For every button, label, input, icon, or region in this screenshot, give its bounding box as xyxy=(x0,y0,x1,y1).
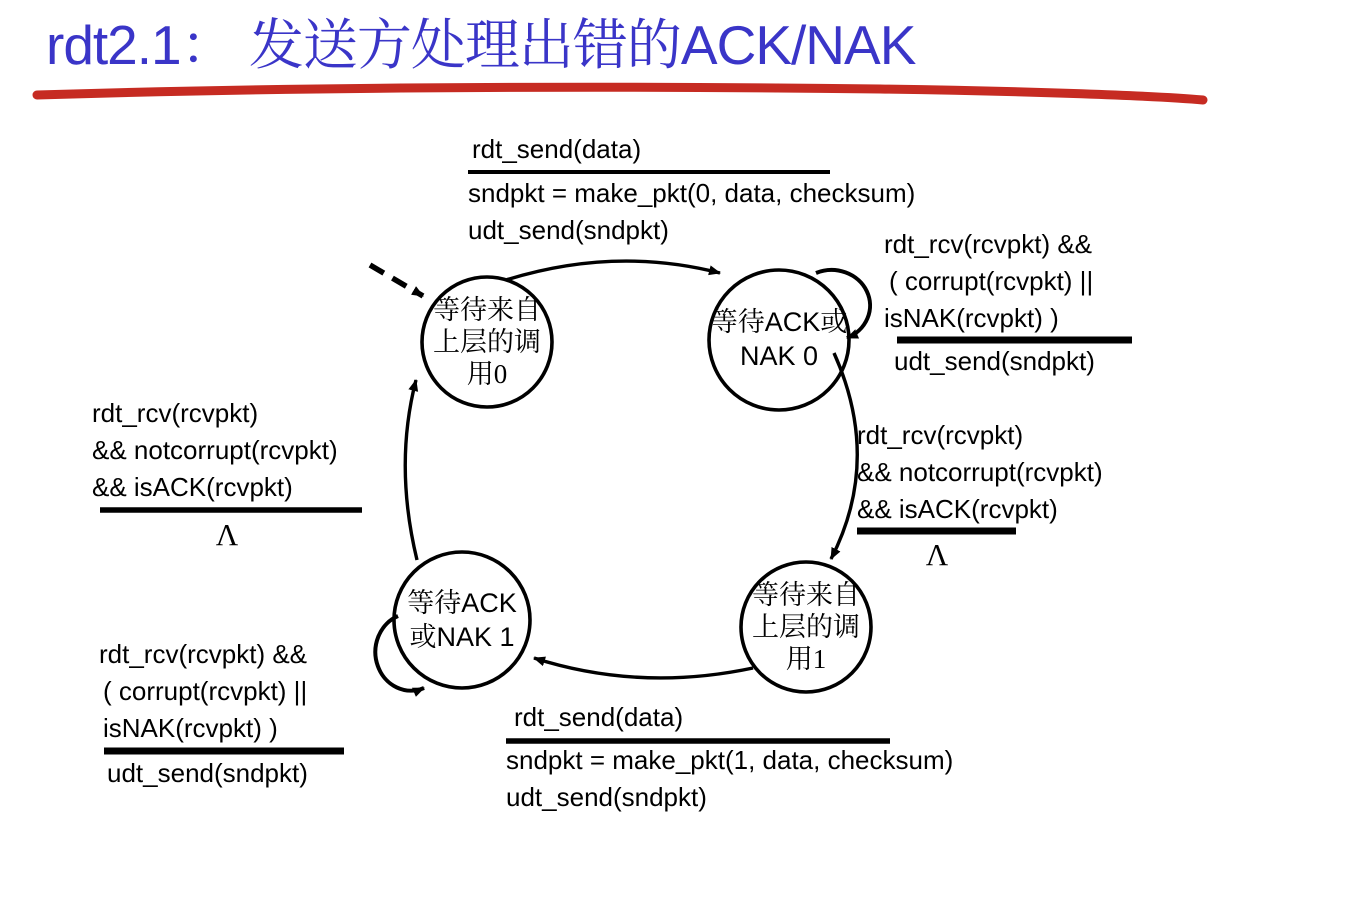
transition-condition: && isACK(rcvpkt) xyxy=(857,494,1058,524)
transition-condition: && notcorrupt(rcvpkt) xyxy=(857,457,1103,487)
state-text-line: 上层的调 xyxy=(433,327,541,357)
transition-actions xyxy=(468,175,915,249)
transition-action-lambda: Λ xyxy=(925,537,949,572)
page-title: rdt2.1： 发送方处理出错的ACK/NAK xyxy=(46,14,916,76)
state-text-line: 等待ACK xyxy=(407,588,517,618)
state-label-wait-ack-nak-0 xyxy=(700,280,858,398)
transition-action-lambda: Λ xyxy=(215,517,239,552)
transition-action: udt_send(sndpkt) xyxy=(506,782,707,812)
transition-condition: rdt_rcv(rcvpkt) xyxy=(92,398,259,428)
state-text-line: 等待来自 xyxy=(433,295,541,325)
state-label-wait-call-1 xyxy=(731,557,881,697)
transition-action: udt_send(sndpkt) xyxy=(107,758,308,788)
transition-label-send0 xyxy=(468,131,915,249)
state-text-line: 或NAK 1 xyxy=(409,622,515,652)
arc-send1 xyxy=(534,658,753,678)
transition-label-send1 xyxy=(506,699,953,816)
transition-label-loop0 xyxy=(884,226,1095,380)
state-text-line: 用1 xyxy=(785,644,827,674)
transition-action: udt_send(sndpkt) xyxy=(894,346,1095,376)
transition-condition: isNAK(rcvpkt) ) xyxy=(884,303,1059,333)
transition-condition: rdt_rcv(rcvpkt) && xyxy=(99,639,308,669)
transition-actions xyxy=(884,343,1095,380)
transition-label-ack1 xyxy=(92,395,362,552)
transition-condition: rdt_rcv(rcvpkt) xyxy=(857,420,1024,450)
transition-action: sndpkt = make_pkt(0, data, checksum) xyxy=(468,178,916,208)
state-text-line: NAK 0 xyxy=(739,341,819,371)
state-text-line: 上层的调 xyxy=(752,612,860,642)
title-underline-stroke xyxy=(37,87,1203,100)
state-text-line: 等待ACK或 xyxy=(710,307,848,337)
transition-action: sndpkt = make_pkt(1, data, checksum) xyxy=(506,745,954,775)
transition-action: udt_send(sndpkt) xyxy=(468,215,669,245)
transition-actions xyxy=(506,742,953,816)
transition-condition: && isACK(rcvpkt) xyxy=(92,472,293,502)
state-label-wait-call-0 xyxy=(412,272,562,412)
transition-condition: && notcorrupt(rcvpkt) xyxy=(92,435,338,465)
transition-condition: rdt_send(data) xyxy=(472,134,642,164)
transition-actions xyxy=(99,755,308,792)
transition-condition: rdt_rcv(rcvpkt) && xyxy=(884,229,1093,259)
transition-condition: isNAK(rcvpkt) ) xyxy=(103,713,278,743)
transition-condition: ( corrupt(rcvpkt) || xyxy=(889,266,1094,296)
transition-condition: ( corrupt(rcvpkt) || xyxy=(103,676,308,706)
state-text-line: 等待来自 xyxy=(752,580,860,610)
transition-label-loop1 xyxy=(99,636,308,792)
state-label-wait-ack-nak-1 xyxy=(387,562,537,678)
transition-condition: rdt_send(data) xyxy=(514,702,684,732)
state-text-line: 用0 xyxy=(466,359,508,389)
transition-label-ack0 xyxy=(857,417,1103,572)
